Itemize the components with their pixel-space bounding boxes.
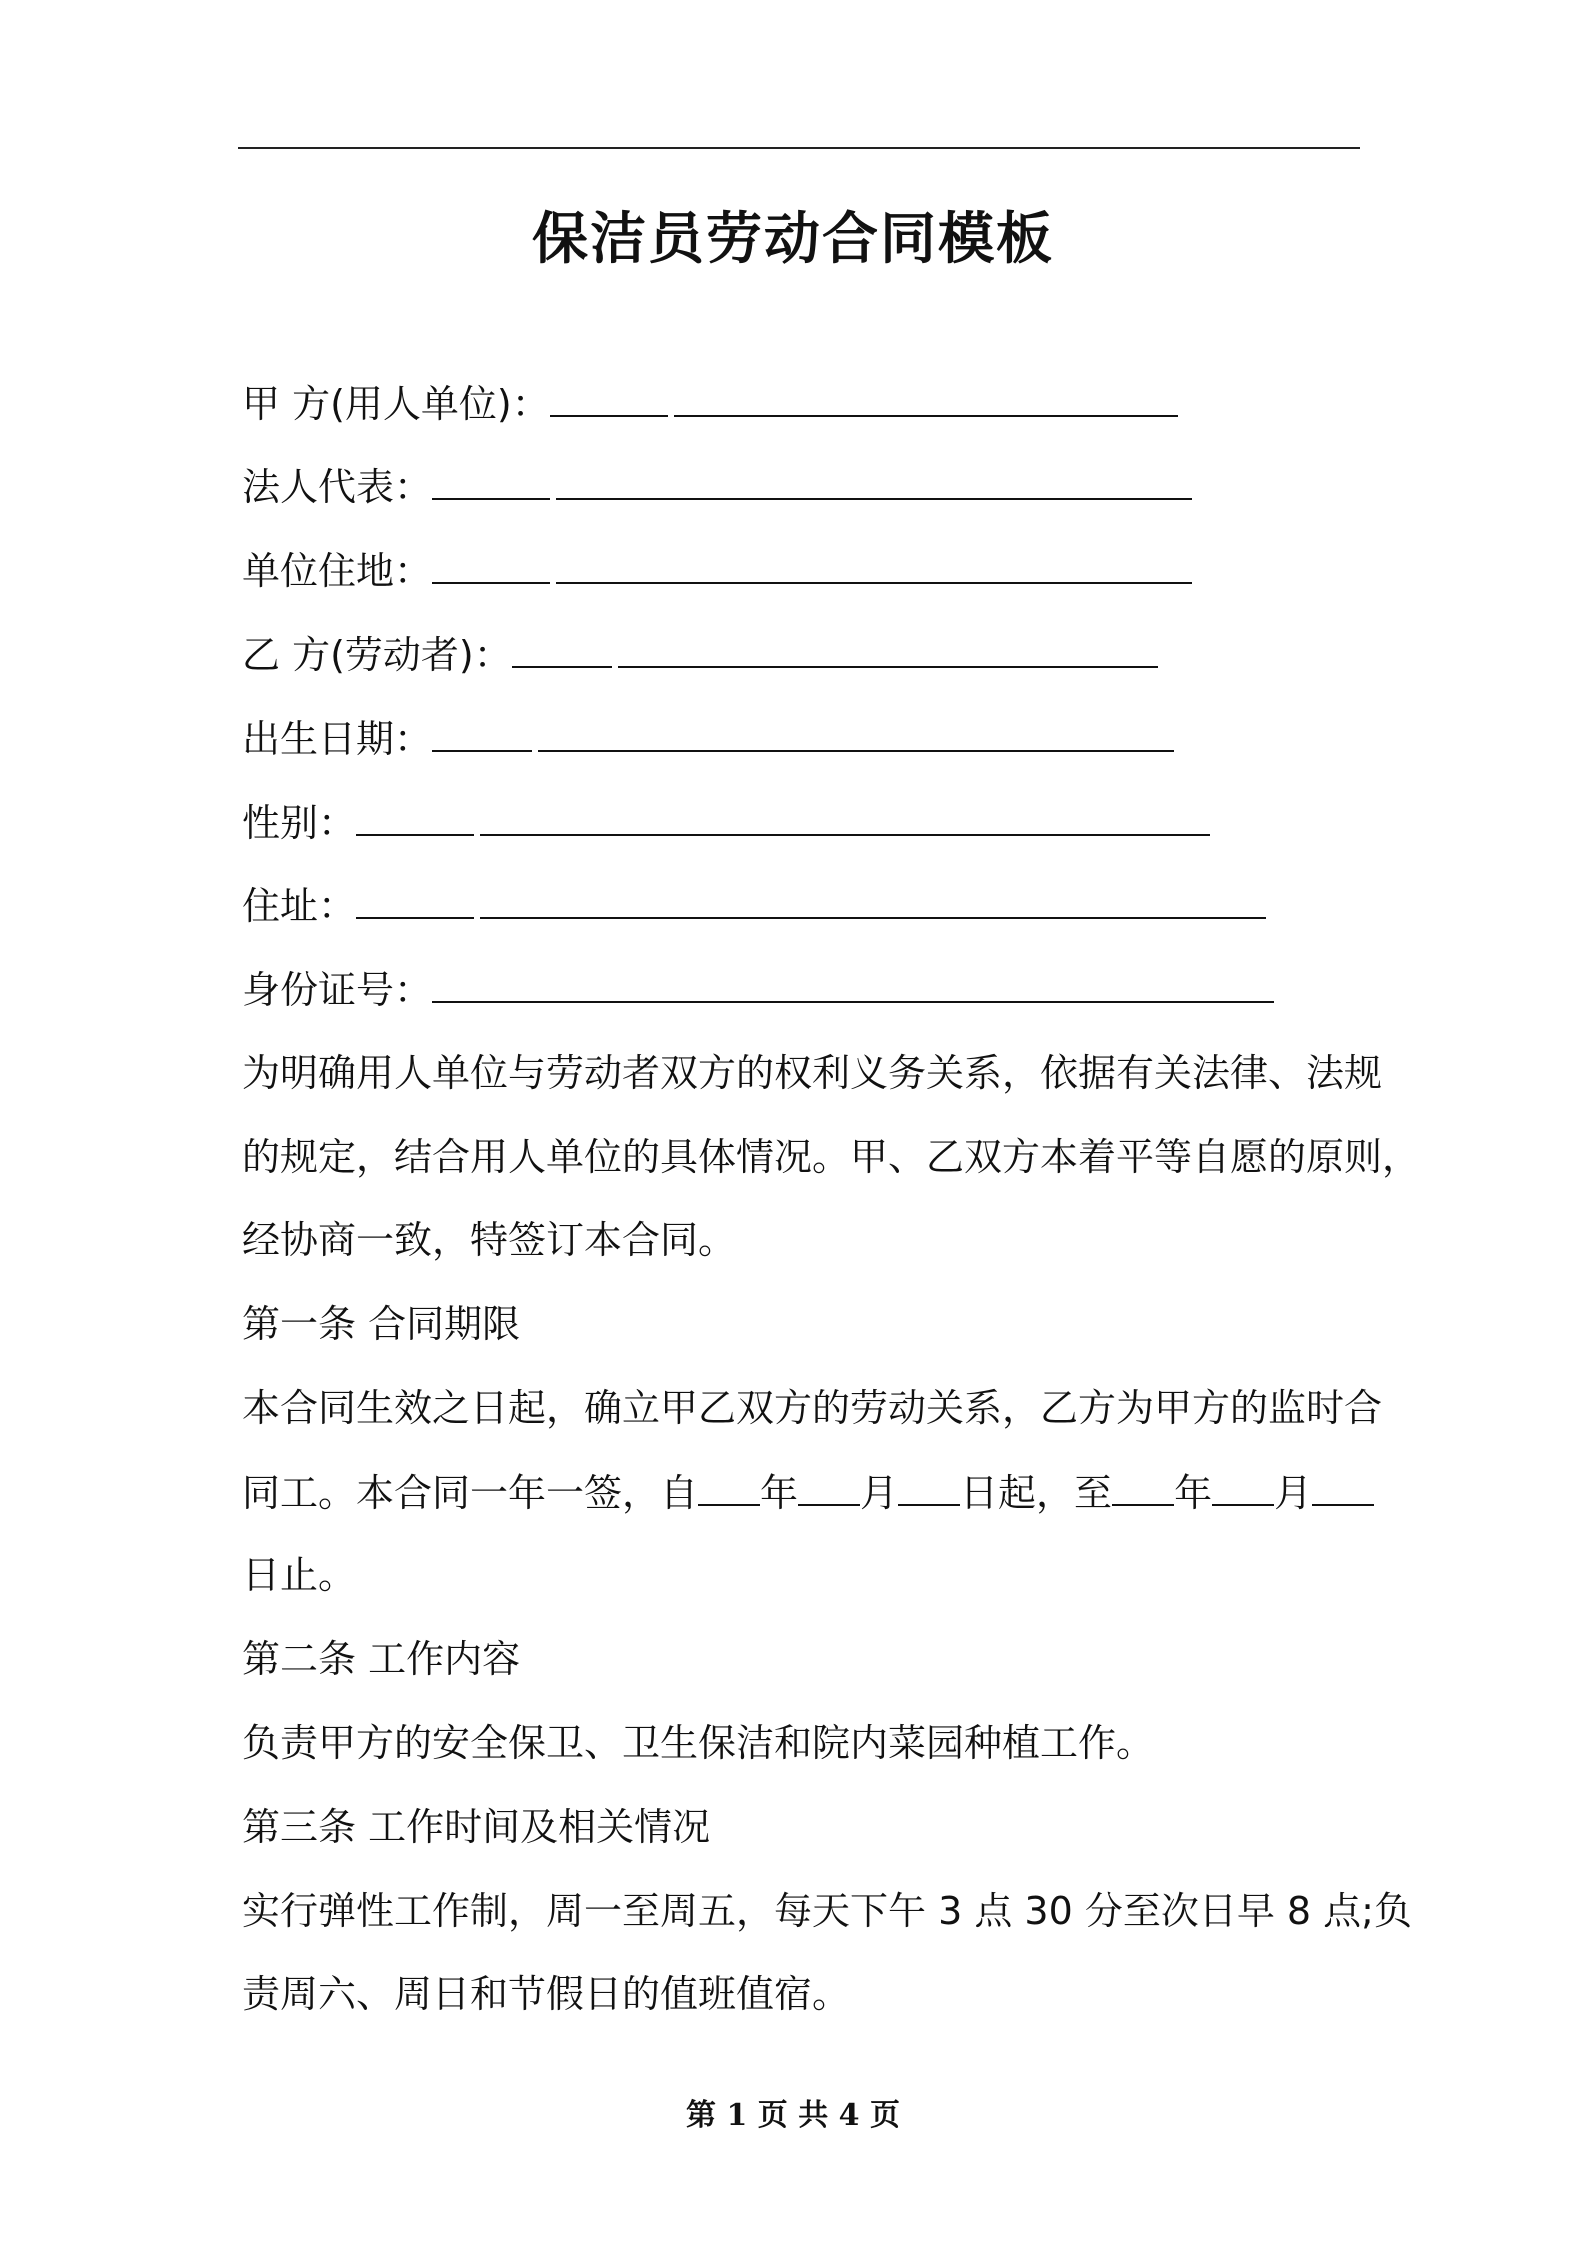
end-month-blank[interactable]: [1212, 1464, 1274, 1506]
article1-line-2: [242, 1464, 1374, 1521]
intro-line-1: 为明确用人单位与劳动者双方的权利义务关系，依据有关法律、法规: [242, 1051, 1383, 1095]
field-gender-label: 性别：: [242, 801, 357, 845]
party-a-blank-long[interactable]: [674, 375, 1178, 417]
legal-rep-blank-long[interactable]: [556, 458, 1192, 500]
field-party-a: [242, 375, 1178, 432]
gender-blank-long[interactable]: [480, 794, 1210, 836]
article2-body: 负责甲方的安全保卫、卫生保洁和院内菜园种植工作。: [242, 1721, 1155, 1765]
month-label-2: 月: [1274, 1471, 1313, 1515]
field-address-label: 住址：: [242, 884, 357, 928]
field-id-number-label: 身份证号：: [242, 968, 433, 1012]
field-address-unit: [242, 542, 1192, 599]
party-a-blank-short[interactable]: [550, 375, 668, 417]
field-birth-date: [242, 710, 1174, 767]
field-legal-rep-label: 法人代表：: [242, 465, 433, 509]
legal-rep-blank-short[interactable]: [432, 458, 550, 500]
month-label-1: 月: [860, 1471, 899, 1515]
birth-date-blank-short[interactable]: [432, 710, 532, 752]
field-party-a-label: 甲 方(用人单位)：: [242, 382, 550, 426]
field-legal-rep: [242, 458, 1192, 515]
address-blank-long[interactable]: [480, 877, 1266, 919]
end-day-blank[interactable]: [1312, 1464, 1374, 1506]
article1-line-3: 日止。: [242, 1553, 357, 1597]
birth-date-blank-long[interactable]: [538, 710, 1174, 752]
address-blank-short[interactable]: [356, 877, 474, 919]
gender-blank-short[interactable]: [356, 794, 474, 836]
article3-line-1: 实行弹性工作制，周一至周五，每天下午 3 点 30 分至次日早 8 点;负: [242, 1889, 1412, 1933]
header-rule: [238, 147, 1360, 149]
intro-line-3: 经协商一致，特签订本合同。: [242, 1218, 737, 1262]
start-day-blank[interactable]: [898, 1464, 960, 1506]
field-address-unit-label: 单位住地：: [242, 549, 433, 593]
start-year-blank[interactable]: [698, 1464, 760, 1506]
address-unit-blank-short[interactable]: [432, 542, 550, 584]
field-address: [242, 877, 1266, 934]
article1-line-2-text-a: 同工。本合同一年一签，自: [242, 1471, 699, 1515]
field-birth-date-label: 出生日期：: [242, 717, 433, 761]
article1-line-1: 本合同生效之日起，确立甲乙双方的劳动关系，乙方为甲方的监时合: [242, 1386, 1383, 1430]
start-month-blank[interactable]: [798, 1464, 860, 1506]
article1-heading: 第一条 合同期限: [242, 1302, 521, 1346]
document-title: 保洁员劳动合同模板: [532, 207, 1054, 272]
page-footer: 第 1 页 共 4 页: [686, 2098, 900, 2133]
article3-line-2: 责周六、周日和节假日的值班值宿。: [242, 1972, 851, 2016]
year-label-1: 年: [760, 1471, 799, 1515]
party-b-blank-long[interactable]: [618, 626, 1158, 668]
field-party-b: [242, 626, 1158, 683]
day-label-1: 日起，至: [960, 1471, 1113, 1515]
party-b-blank-short[interactable]: [512, 626, 612, 668]
article3-heading: 第三条 工作时间及相关情况: [242, 1805, 711, 1849]
field-gender: [242, 794, 1210, 851]
year-label-2: 年: [1174, 1471, 1213, 1515]
field-party-b-label: 乙 方(劳动者)：: [242, 633, 512, 677]
intro-line-2: 的规定，结合用人单位的具体情况。甲、乙双方本着平等自愿的原则，: [242, 1135, 1421, 1179]
field-id-number: [242, 961, 1274, 1018]
article2-heading: 第二条 工作内容: [242, 1637, 521, 1681]
address-unit-blank-long[interactable]: [556, 542, 1192, 584]
end-year-blank[interactable]: [1112, 1464, 1174, 1506]
id-number-blank[interactable]: [432, 961, 1274, 1003]
